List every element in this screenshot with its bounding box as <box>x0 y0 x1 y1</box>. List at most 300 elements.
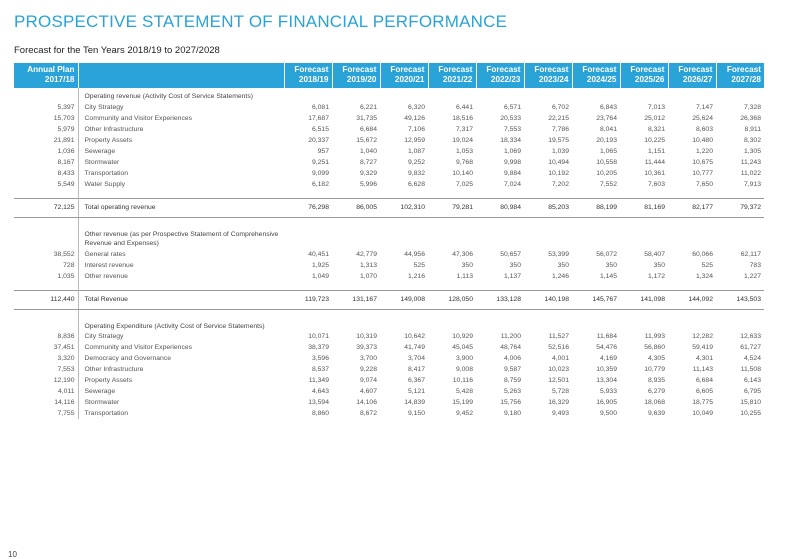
row-label: Stormwater <box>84 158 120 166</box>
header-forecast-year <box>380 63 428 88</box>
forecast-value: 12,633 <box>740 333 761 340</box>
spacer-cell <box>380 309 428 318</box>
header-line: Annual Plan <box>27 65 75 74</box>
forecast-value: 957 <box>317 147 329 155</box>
forecast-value: 9,998 <box>503 158 521 166</box>
forecast-value: 10,140 <box>452 169 473 177</box>
forecast-value: 5,728 <box>551 388 569 395</box>
header-line: 2025/26 <box>634 75 665 84</box>
forecast-value: 350 <box>557 261 569 269</box>
header-line: Forecast <box>678 65 713 74</box>
table-row <box>14 179 764 190</box>
forecast-value: 16,905 <box>596 399 617 406</box>
row-label: Water Supply <box>84 180 126 188</box>
forecast-value: 13,594 <box>308 399 329 406</box>
spacer-cell <box>716 217 764 226</box>
forecast-value: 25,624 <box>692 114 713 122</box>
forecast-value: 3,704 <box>407 355 425 362</box>
section-heading: Operating revenue (Activity Cost of Service Statements) <box>84 93 253 100</box>
total-value: 128,050 <box>428 290 476 309</box>
forecast-value: 8,911 <box>744 125 761 133</box>
table-row <box>14 353 764 364</box>
forecast-value: 61,727 <box>740 344 761 351</box>
header-line: Forecast <box>486 65 521 74</box>
forecast-value: 5,933 <box>599 388 617 395</box>
header-line: 2023/24 <box>538 75 569 84</box>
forecast-value: 6,441 <box>455 103 473 111</box>
header-annual-plan <box>14 63 78 88</box>
value-cell <box>428 88 476 102</box>
spacer-cell <box>428 282 476 291</box>
forecast-value: 8,302 <box>743 136 761 144</box>
row-label: Sewerage <box>84 388 116 395</box>
forecast-value: 13,304 <box>596 377 617 384</box>
spacer-cell <box>332 309 380 318</box>
forecast-value: 1,313 <box>359 261 377 269</box>
spacer-cell <box>380 282 428 291</box>
row-label: Community and Visitor Experiences <box>84 344 193 351</box>
forecast-value: 10,558 <box>596 158 617 166</box>
value-cell <box>524 88 572 102</box>
spacer-cell <box>428 309 476 318</box>
table-row <box>14 271 764 282</box>
table-row <box>14 386 764 397</box>
forecast-value: 4,169 <box>599 355 617 362</box>
forecast-value: 10,116 <box>452 377 473 384</box>
spacer-cell <box>572 217 620 226</box>
forecast-value: 6,221 <box>359 103 377 111</box>
header-line: Forecast <box>534 65 569 74</box>
forecast-value: 16,329 <box>548 399 569 406</box>
forecast-value: 22,215 <box>548 114 569 122</box>
forecast-value: 11,684 <box>596 333 617 340</box>
header-forecast-year <box>716 63 764 88</box>
table-row <box>14 331 764 342</box>
table-row <box>14 375 764 386</box>
total-row <box>14 290 764 309</box>
financial-table-container <box>14 63 764 419</box>
forecast-value: 19,575 <box>548 136 569 144</box>
forecast-value: 12,282 <box>692 333 713 340</box>
forecast-value: 11,349 <box>308 377 329 384</box>
table-row <box>14 102 764 113</box>
plan-value: 728 <box>14 260 78 271</box>
forecast-value: 7,317 <box>455 125 473 133</box>
value-cell <box>332 88 380 102</box>
forecast-value: 5,263 <box>503 388 521 395</box>
forecast-value: 350 <box>605 261 617 269</box>
forecast-value: 6,795 <box>743 388 761 395</box>
forecast-value: 1,305 <box>743 147 761 155</box>
forecast-value: 1,070 <box>359 272 377 280</box>
forecast-value: 50,657 <box>500 250 521 258</box>
value-cell <box>428 226 476 249</box>
plan-value: 15,703 <box>14 113 78 124</box>
spacer-cell <box>476 309 524 318</box>
forecast-value: 9,099 <box>311 169 329 177</box>
section-heading: Other revenue (as per Prospective Statement of Comprehensive Revenue and Expenses) <box>84 230 279 247</box>
spacer-cell <box>524 190 572 199</box>
forecast-value: 14,839 <box>404 399 425 406</box>
forecast-value: 3,596 <box>311 355 329 362</box>
forecast-value: 6,605 <box>695 388 713 395</box>
forecast-value: 18,775 <box>692 399 713 406</box>
forecast-value: 40,451 <box>308 250 329 258</box>
forecast-value: 1,151 <box>647 147 665 155</box>
forecast-value: 47,306 <box>452 250 473 258</box>
table-row <box>14 124 764 135</box>
section-heading-row <box>14 318 764 332</box>
total-value: 81,169 <box>620 198 668 217</box>
header-line: Forecast <box>630 65 665 74</box>
total-value: 140,198 <box>524 290 572 309</box>
plan-value: 4,011 <box>14 386 78 397</box>
value-cell <box>284 88 332 102</box>
forecast-value: 4,607 <box>359 388 377 395</box>
header-line: 2022/23 <box>490 75 521 84</box>
forecast-value: 20,193 <box>596 136 617 144</box>
forecast-value: 6,702 <box>551 103 569 111</box>
forecast-value: 1,065 <box>599 147 617 155</box>
spacer-cell <box>668 309 716 318</box>
forecast-value: 10,023 <box>548 366 569 373</box>
forecast-value: 44,956 <box>404 250 425 258</box>
value-cell <box>716 226 764 249</box>
forecast-value: 6,182 <box>311 180 329 188</box>
forecast-value: 7,025 <box>455 180 473 188</box>
forecast-value: 12,501 <box>548 377 569 384</box>
total-value: 82,177 <box>668 198 716 217</box>
forecast-value: 4,301 <box>695 355 713 362</box>
value-cell <box>668 88 716 102</box>
header-line: 2027/28 <box>731 75 761 84</box>
page-subtitle: Forecast for the Ten Years 2018/19 to 2027/2028 <box>14 45 220 56</box>
forecast-value: 49,126 <box>404 114 425 122</box>
value-cell <box>716 88 764 102</box>
spacer-cell <box>428 190 476 199</box>
total-value: 149,008 <box>380 290 428 309</box>
forecast-value: 10,049 <box>692 410 713 417</box>
row-label: City Strategy <box>84 333 124 340</box>
forecast-value: 9,252 <box>407 158 425 166</box>
forecast-value: 1,227 <box>743 272 761 280</box>
forecast-value: 9,500 <box>599 410 617 417</box>
value-cell <box>332 318 380 332</box>
forecast-value: 10,777 <box>692 169 713 177</box>
forecast-value: 10,929 <box>452 333 473 340</box>
header-line: Forecast <box>438 65 473 74</box>
header-forecast-year <box>620 63 668 88</box>
table-row <box>14 168 764 179</box>
forecast-value: 26,368 <box>740 114 761 122</box>
spacer-cell <box>14 282 78 291</box>
spacer-cell <box>284 190 332 199</box>
forecast-value: 350 <box>461 261 473 269</box>
value-cell <box>620 318 668 332</box>
forecast-value: 9,008 <box>455 366 473 373</box>
forecast-value: 7,147 <box>695 103 713 111</box>
forecast-value: 5,428 <box>455 388 473 395</box>
plan-value: 5,979 <box>14 124 78 135</box>
forecast-value: 525 <box>413 261 425 269</box>
forecast-value: 14,106 <box>356 399 377 406</box>
value-cell <box>524 226 572 249</box>
total-value: 102,310 <box>380 198 428 217</box>
row-label: Property Assets <box>84 377 133 384</box>
forecast-value: 52,516 <box>548 344 569 351</box>
spacer-cell <box>524 282 572 291</box>
forecast-value: 1,246 <box>551 272 569 280</box>
page-title: PROSPECTIVE STATEMENT OF FINANCIAL PERFORMANCE <box>14 12 508 31</box>
forecast-value: 783 <box>749 261 761 269</box>
value-cell <box>716 318 764 332</box>
total-plan-value: 72,125 <box>14 198 78 217</box>
value-cell <box>476 318 524 332</box>
row-label: Democracy and Governance <box>84 355 172 362</box>
header-description <box>78 63 284 88</box>
forecast-value: 10,205 <box>596 169 617 177</box>
spacer-cell <box>380 217 428 226</box>
value-cell <box>572 318 620 332</box>
forecast-value: 7,013 <box>647 103 665 111</box>
value-cell <box>380 318 428 332</box>
forecast-value: 18,068 <box>644 399 665 406</box>
plan-value: 8,836 <box>14 331 78 342</box>
value-cell <box>284 226 332 249</box>
forecast-value: 10,675 <box>692 158 713 166</box>
table-row <box>14 342 764 353</box>
forecast-value: 1,925 <box>311 261 329 269</box>
header-line: 2018/19 <box>298 75 329 84</box>
section-heading-row <box>14 226 764 249</box>
plan-cell <box>14 88 78 102</box>
forecast-value: 7,603 <box>647 180 665 188</box>
plan-value: 5,549 <box>14 179 78 190</box>
forecast-value: 23,764 <box>596 114 617 122</box>
forecast-value: 6,279 <box>647 388 665 395</box>
page-number: 10 <box>8 550 17 559</box>
forecast-value: 6,320 <box>407 103 425 111</box>
forecast-value: 6,571 <box>503 103 521 111</box>
value-cell <box>668 318 716 332</box>
forecast-value: 8,860 <box>311 410 329 417</box>
forecast-value: 39,373 <box>356 344 377 351</box>
forecast-value: 9,768 <box>455 158 473 166</box>
forecast-value: 3,700 <box>359 355 377 362</box>
forecast-value: 7,650 <box>695 180 713 188</box>
forecast-value: 350 <box>653 261 665 269</box>
forecast-value: 11,527 <box>548 333 569 340</box>
forecast-value: 8,041 <box>599 125 617 133</box>
forecast-value: 60,066 <box>692 250 713 258</box>
forecast-value: 8,537 <box>311 366 329 373</box>
forecast-value: 11,200 <box>500 333 521 340</box>
plan-value: 12,190 <box>14 375 78 386</box>
total-label: Total operating revenue <box>78 198 284 217</box>
header-line: 2019/20 <box>346 75 377 84</box>
forecast-value: 1,039 <box>551 147 569 155</box>
plan-value: 37,451 <box>14 342 78 353</box>
plan-cell <box>14 226 78 249</box>
spacer-cell <box>716 190 764 199</box>
spacer-cell <box>524 217 572 226</box>
spacer-cell <box>380 190 428 199</box>
spacer-cell <box>668 190 716 199</box>
section-heading: Operating Expenditure (Activity Cost of Service Statements) <box>84 322 265 330</box>
forecast-value: 25,012 <box>644 114 665 122</box>
header-line: Forecast <box>582 65 617 74</box>
spacer-cell <box>78 282 284 291</box>
forecast-value: 9,228 <box>359 366 377 373</box>
forecast-value: 9,832 <box>407 169 425 177</box>
spacer-cell <box>332 190 380 199</box>
forecast-value: 1,137 <box>503 272 521 280</box>
header-forecast-year <box>332 63 380 88</box>
forecast-value: 11,444 <box>644 158 665 166</box>
forecast-value: 8,935 <box>647 377 665 384</box>
forecast-value: 8,672 <box>359 410 377 417</box>
table-row <box>14 249 764 260</box>
total-value: 119,723 <box>284 290 332 309</box>
forecast-value: 58,407 <box>644 250 665 258</box>
table-row <box>14 260 764 271</box>
plan-value: 21,891 <box>14 135 78 146</box>
forecast-value: 8,321 <box>647 125 665 133</box>
forecast-value: 8,727 <box>359 158 377 166</box>
header-line: Forecast <box>390 65 425 74</box>
spacer-cell <box>668 217 716 226</box>
forecast-value: 1,145 <box>599 272 617 280</box>
spacer-row <box>14 190 764 199</box>
forecast-value: 5,121 <box>407 388 425 395</box>
forecast-value: 18,334 <box>500 136 521 144</box>
forecast-value: 1,220 <box>695 147 713 155</box>
table-header <box>14 63 764 88</box>
financial-performance-table <box>14 63 764 419</box>
forecast-value: 4,006 <box>503 355 521 362</box>
forecast-value: 15,810 <box>740 399 761 406</box>
spacer-cell <box>572 282 620 291</box>
total-value: 88,199 <box>572 198 620 217</box>
value-cell <box>572 88 620 102</box>
value-cell <box>428 318 476 332</box>
spacer-cell <box>476 282 524 291</box>
forecast-value: 12,959 <box>404 136 425 144</box>
forecast-value: 8,603 <box>695 125 713 133</box>
value-cell <box>380 88 428 102</box>
header-line: 2026/27 <box>682 75 713 84</box>
forecast-value: 18,516 <box>452 114 473 122</box>
forecast-value: 9,074 <box>359 377 377 384</box>
forecast-value: 7,106 <box>407 125 425 133</box>
forecast-value: 6,367 <box>407 377 425 384</box>
total-value: 143,503 <box>716 290 764 309</box>
spacer-cell <box>572 309 620 318</box>
forecast-value: 1,113 <box>456 272 473 280</box>
spacer-cell <box>476 190 524 199</box>
spacer-cell <box>78 217 284 226</box>
row-label: City Strategy <box>84 103 124 111</box>
forecast-value: 1,324 <box>695 272 713 280</box>
forecast-value: 9,452 <box>455 410 473 417</box>
forecast-value: 525 <box>701 261 713 269</box>
value-cell <box>572 226 620 249</box>
spacer-cell <box>716 282 764 291</box>
spacer-cell <box>668 282 716 291</box>
total-value: 86,005 <box>332 198 380 217</box>
forecast-value: 17,687 <box>308 114 329 122</box>
forecast-value: 10,319 <box>356 333 377 340</box>
total-value: 85,203 <box>524 198 572 217</box>
table-row <box>14 397 764 408</box>
forecast-value: 10,192 <box>548 169 569 177</box>
forecast-value: 7,786 <box>551 125 569 133</box>
spacer-cell <box>284 309 332 318</box>
plan-value: 8,433 <box>14 168 78 179</box>
forecast-value: 15,756 <box>500 399 521 406</box>
forecast-value: 10,071 <box>308 333 329 340</box>
value-cell <box>380 226 428 249</box>
plan-value: 7,553 <box>14 364 78 375</box>
value-cell <box>284 318 332 332</box>
section-heading-row <box>14 88 764 102</box>
row-label: Other Infrastructure <box>84 366 144 373</box>
forecast-value: 9,493 <box>551 410 569 417</box>
spacer-cell <box>620 309 668 318</box>
forecast-value: 10,255 <box>740 410 761 417</box>
spacer-row <box>14 282 764 291</box>
spacer-cell <box>78 190 284 199</box>
row-label: General rates <box>84 250 126 258</box>
forecast-value: 6,843 <box>599 103 617 111</box>
spacer-cell <box>284 282 332 291</box>
forecast-value: 1,040 <box>359 147 377 155</box>
value-cell <box>620 226 668 249</box>
plan-value: 7,755 <box>14 408 78 419</box>
forecast-value: 9,884 <box>503 169 521 177</box>
forecast-value: 10,225 <box>644 136 665 144</box>
forecast-value: 9,150 <box>407 410 425 417</box>
table-row <box>14 146 764 157</box>
plan-value: 8,167 <box>14 157 78 168</box>
forecast-value: 15,199 <box>452 399 473 406</box>
value-cell <box>332 226 380 249</box>
plan-value: 1,035 <box>14 271 78 282</box>
row-label: Sewerage <box>84 147 116 155</box>
forecast-value: 11,143 <box>692 366 713 373</box>
forecast-value: 1,087 <box>407 147 425 155</box>
forecast-value: 54,476 <box>596 344 617 351</box>
plan-value: 3,320 <box>14 353 78 364</box>
forecast-value: 4,524 <box>743 355 761 362</box>
forecast-value: 4,001 <box>551 355 569 362</box>
total-plan-value: 112,440 <box>14 290 78 309</box>
table-row <box>14 408 764 419</box>
spacer-cell <box>14 217 78 226</box>
forecast-value: 9,639 <box>647 410 665 417</box>
forecast-value: 20,533 <box>500 114 521 122</box>
total-row <box>14 198 764 217</box>
value-cell <box>620 88 668 102</box>
row-label: Community and Visitor Experiences <box>84 114 193 122</box>
forecast-value: 15,672 <box>356 136 377 144</box>
spacer-row <box>14 217 764 226</box>
row-label: Other revenue <box>84 272 128 280</box>
forecast-value: 6,143 <box>743 377 761 384</box>
value-cell <box>476 226 524 249</box>
forecast-value: 38,379 <box>308 344 329 351</box>
forecast-value: 6,628 <box>407 180 425 188</box>
